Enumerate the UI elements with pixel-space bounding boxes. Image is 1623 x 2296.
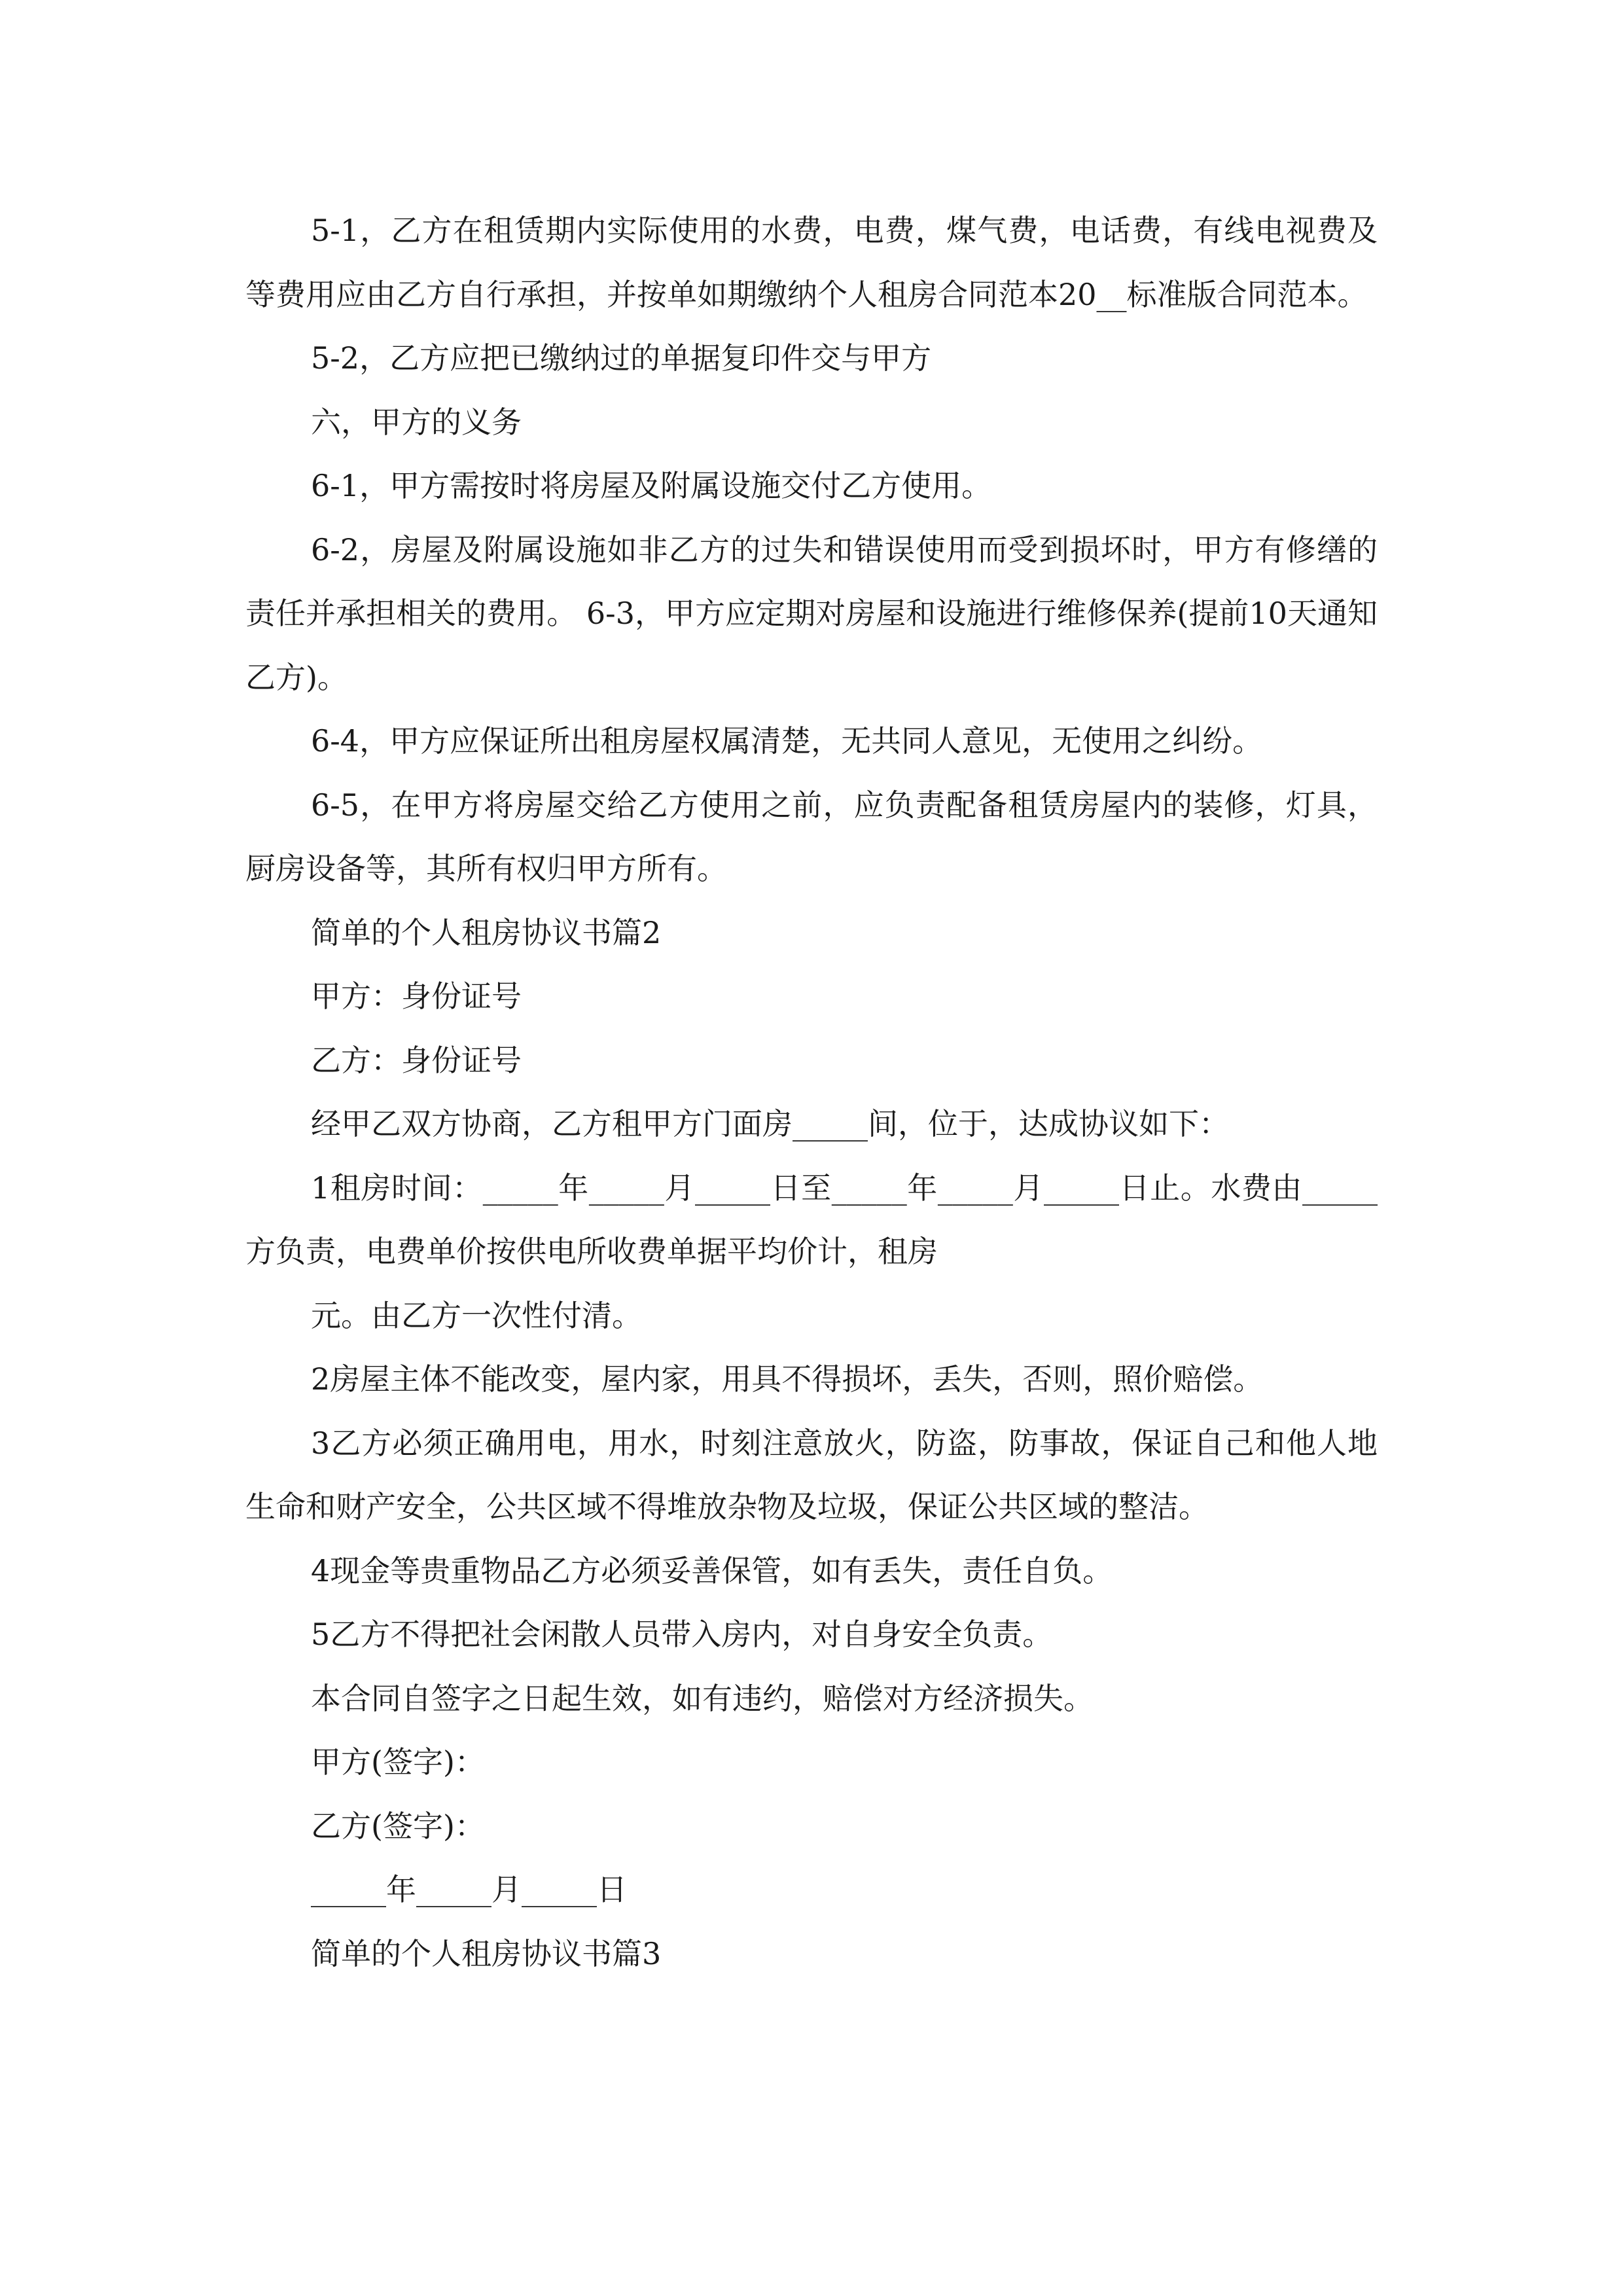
term-5: 5乙方不得把社会闲散人员带入房内，对自身安全负责。 xyxy=(311,1617,1053,1652)
clause-6-1: 6-1，甲方需按时将房屋及附属设施交付乙方使用。 xyxy=(311,468,992,503)
clause-5-2: 5-2，乙方应把已缴纳过的单据复印件交与甲方 xyxy=(311,340,932,376)
clause-5-1: 5-1，乙方在租赁期内实际使用的水费，电费，煤气费，电话费，有线电视费及 等费用应由乙方自行承担，并按单如期缴纳个人租房合同范本20__标准版合同范本。 xyxy=(245,213,1378,312)
document-body xyxy=(245,199,1378,1986)
clause-6-2-6-3: 6-2，房屋及附属设施如非乙方的过失和错误使用而受到损坏时，甲方有修缮的责任并承担相关的费用。 6-3，甲方应定期对房屋和设施进行维修保养(提前10天通知乙方)。 xyxy=(245,531,1378,695)
party-a-id: 甲方：身份证号 xyxy=(311,978,522,1014)
term-2: 2房屋主体不能改变，屋内家，用具不得损坏，丢失，否则，照价赔偿。 xyxy=(311,1361,1264,1397)
term-3: 3乙方必须正确用电，用水，时刻注意放火，防盗，防事故，保证自己和他人地生命和财产安全，公共区域不得堆放杂物及垃圾，保证公共区域的整洁。 xyxy=(245,1425,1378,1524)
party-a-signature: 甲方(签字)： xyxy=(311,1744,485,1780)
agreement-title-3: 简单的个人租房协议书篇3 xyxy=(311,1935,662,1971)
agreement-title-2: 简单的个人租房协议书篇2 xyxy=(311,914,662,950)
term-4: 4现金等贵重物品乙方必须妥善保管，如有丢失，责任自负。 xyxy=(311,1552,1113,1588)
term-1-payment: 元。由乙方一次性付清。 xyxy=(311,1297,642,1333)
clause-6-4: 6-4，甲方应保证所出租房屋权属清楚，无共同人意见，无使用之纠纷。 xyxy=(311,723,1263,759)
effective-clause: 本合同自签字之日起生效，如有违约，赔偿对方经济损失。 xyxy=(311,1680,1094,1716)
section-heading-landlord-duties: 六，甲方的义务 xyxy=(311,404,522,440)
party-b-id: 乙方：身份证号 xyxy=(311,1042,522,1078)
party-b-signature: 乙方(签字)： xyxy=(311,1808,485,1844)
agreement-intro: 经甲乙双方协商，乙方租甲方门面房_____间，位于，达成协议如下： xyxy=(311,1106,1229,1141)
signature-date: _____年_____月_____日 xyxy=(311,1872,627,1907)
term-1-rental-period: 1租房时间：_____年_____月_____日至_____年_____月_____日止。水费由_____方负责，电费单价按供电所收费单据平均价计，租房 xyxy=(245,1170,1378,1269)
clause-6-5: 6-5，在甲方将房屋交给乙方使用之前，应负责配备租赁房屋内的装修，灯具，厨房设备等，其所有权归甲方所有。 xyxy=(245,787,1378,886)
